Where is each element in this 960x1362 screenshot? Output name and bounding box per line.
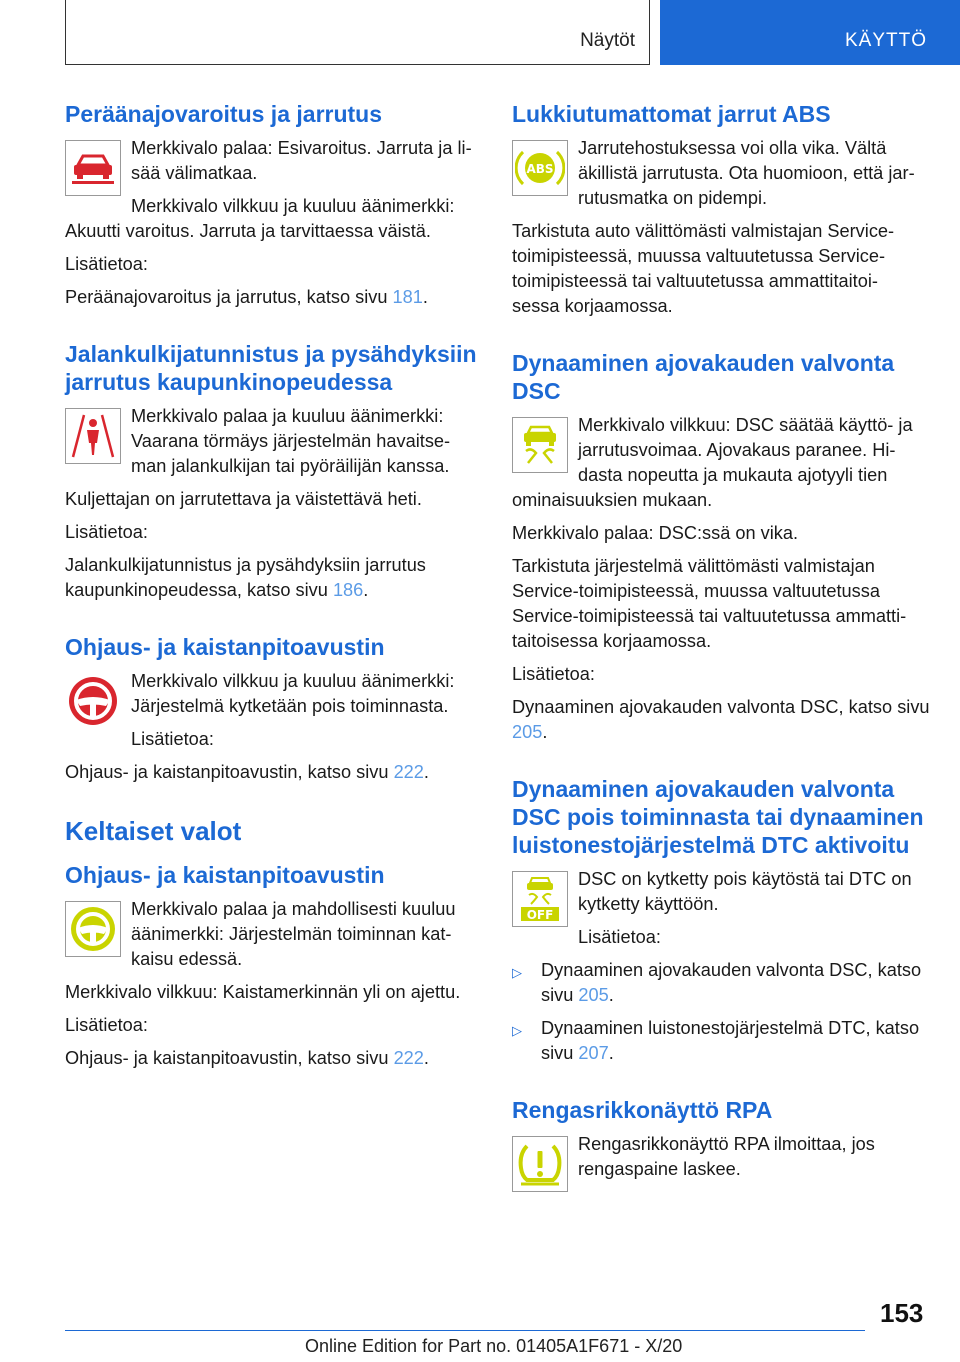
footer-edition-text: Online Edition for Part no. 01405A1F671 - X/20 — [305, 1336, 683, 1356]
red-car-warning-icon — [65, 140, 121, 196]
paragraph: DSC on kytketty pois käytöstä tai DTC on kytketty käyttöön. — [578, 869, 912, 914]
section-steering-red — [65, 633, 480, 785]
red-steering-wheel-icon — [65, 673, 121, 729]
section-title: Ohjaus- ja kaistanpitoavustin — [65, 634, 385, 660]
section-dsc — [512, 349, 930, 745]
paragraph: ominaisuuksien mukaan. — [512, 490, 713, 510]
red-pedestrian-warning-icon — [65, 408, 121, 464]
list-item: ▷ Dynaaminen ajovakauden valvonta DSC, katso sivu 205. — [512, 958, 930, 1008]
paragraph: Merkkivalo palaa ja mahdollisesti kuuluu äänimerkki: Järjestelmän toiminnan kat- kaisu edessä. — [131, 899, 456, 969]
header-section-box — [65, 0, 650, 65]
yellow-dsc-off-icon — [512, 871, 568, 927]
paragraph: Merkkivalo vilkkuu ja kuuluu äänimerkki: Järjestelmä kytketään pois toiminnasta. — [131, 671, 455, 716]
page-link[interactable]: 181 — [392, 287, 423, 307]
paragraph: Merkkivalo vilkkuu ja kuuluu äänimerkki: — [131, 196, 455, 216]
page-link[interactable]: 205 — [578, 985, 609, 1005]
triangle-bullet-icon: ▷ — [512, 965, 522, 980]
off-icon-label: OFF — [526, 908, 554, 922]
header-chapter-box — [660, 0, 960, 65]
footer-divider — [65, 1330, 865, 1331]
paragraph: Lisätietoa: — [65, 254, 148, 274]
triangle-bullet-icon: ▷ — [512, 1023, 522, 1038]
paragraph: Merkkivalo palaa: DSC:ssä on vika. — [512, 523, 799, 543]
paragraph: Rengasrikkonäyttö RPA ilmoittaa, jos rengaspaine laskee. — [578, 1134, 875, 1179]
abs-icon-label: ABS — [526, 162, 554, 176]
list-item: ▷ Dynaaminen luistonestojärjestelmä DTC, katso sivu 207. — [512, 1016, 930, 1066]
section-title: Ohjaus- ja kaistanpitoavustin — [65, 862, 385, 888]
chapter-heading: Keltaiset valot — [65, 816, 242, 846]
paragraph: Tarkistuta järjestelmä välittömästi valmistajan Service-toimipisteessä, muussa valtuutetussa Service-toimipisteessä tai valtuutetussa ammatti- taitoisessa korjaamossa. — [512, 556, 907, 651]
paragraph: Lisätietoa: — [131, 729, 214, 749]
section-title: Dynaaminen ajovakauden valvonta DSC pois toiminnasta tai dynaaminen luistonestojärjestelmä DTC aktivoitu — [512, 776, 924, 858]
paragraph: Merkkivalo vilkkuu: DSC säätää käyttö- ja jarrutusvoimaa. Ajovakaus paranee. Hi- dasta nopeutta ja mukauta ajotyyli tien — [578, 415, 913, 485]
paragraph: Lisätietoa: — [65, 522, 148, 542]
yellow-dsc-icon — [512, 417, 568, 473]
section-abs — [512, 100, 930, 319]
paragraph: Kuljettajan on jarrutettava ja väistettävä heti. — [65, 489, 422, 509]
paragraph: Tarkistuta auto välittömästi valmistajan Service- toimipisteessä, muussa valtuutetussa Service- toimipisteessä tai valtuutetussa ammattitaitoi- sessa korjaamossa. — [512, 221, 895, 316]
section-collision-warning — [65, 100, 480, 310]
section-rpa — [512, 1096, 930, 1192]
paragraph: Ohjaus- ja kaistanpitoavustin, katso sivu 222. — [65, 762, 429, 782]
paragraph: Merkkivalo palaa ja kuuluu äänimerkki: Vaarana törmäys järjestelmän havaitse- man jalankulkijan tai pyöräilijän kanssa. — [131, 406, 451, 476]
paragraph: Lisätietoa: — [65, 1015, 148, 1035]
header-chapter-label: KÄYTTÖ — [845, 30, 928, 51]
paragraph: Ohjaus- ja kaistanpitoavustin, katso sivu 222. — [65, 1048, 429, 1068]
yellow-abs-icon — [512, 140, 568, 196]
paragraph: Jalankulkijatunnistus ja pysähdyksiin jarrutus kaupunkinopeudessa, katso sivu 186. — [65, 555, 426, 600]
header-section-label: Näytöt — [580, 30, 635, 51]
page-link[interactable]: 222 — [393, 1048, 424, 1068]
section-title: Peräänajovaroitus ja jarrutus — [65, 101, 383, 127]
paragraph: Lisätietoa: — [578, 927, 661, 947]
paragraph: Peräänajovaroitus ja jarrutus, katso sivu 181. — [65, 287, 428, 307]
page-number: 153 — [880, 1298, 924, 1328]
left-column — [65, 100, 480, 1101]
page-link[interactable]: 186 — [332, 580, 364, 600]
paragraph: Dynaaminen ajovakauden valvonta DSC, katso sivu 205. — [512, 697, 930, 742]
paragraph: Lisätietoa: — [512, 664, 595, 684]
reference-list — [512, 958, 930, 1066]
yellow-steering-wheel-icon — [65, 901, 121, 957]
section-title: Dynaaminen ajovakauden valvonta DSC — [512, 350, 895, 404]
section-steering-yellow — [65, 861, 480, 1071]
page-link[interactable]: 222 — [393, 762, 424, 782]
paragraph: Merkkivalo palaa: Esivaroitus. Jarruta ja li- sää välimatkaa. — [131, 138, 472, 183]
paragraph: Jarrutehostuksessa voi olla vika. Vältä äkillistä jarrutusta. Ota huomioon, että jar- rutusmatka on pidempi. — [578, 138, 915, 208]
section-dsc-off — [512, 775, 930, 1066]
section-title: Rengasrikkonäyttö RPA — [512, 1097, 773, 1123]
section-pedestrian-detection — [65, 340, 480, 603]
yellow-tire-pressure-icon — [512, 1136, 568, 1192]
right-column — [512, 100, 930, 1222]
page-link[interactable]: 205 — [512, 722, 543, 742]
section-title: Jalankulkijatunnistus ja pysähdyksiin jarrutus kaupunkinopeudessa — [65, 341, 477, 395]
section-title: Lukkiutumattomat jarrut ABS — [512, 101, 831, 127]
paragraph: Akuutti varoitus. Jarruta ja tarvittaessa väistä. — [65, 221, 431, 241]
page-link[interactable]: 207 — [578, 1043, 609, 1063]
paragraph: Merkkivalo vilkkuu: Kaistamerkinnän yli on ajettu. — [65, 982, 461, 1002]
